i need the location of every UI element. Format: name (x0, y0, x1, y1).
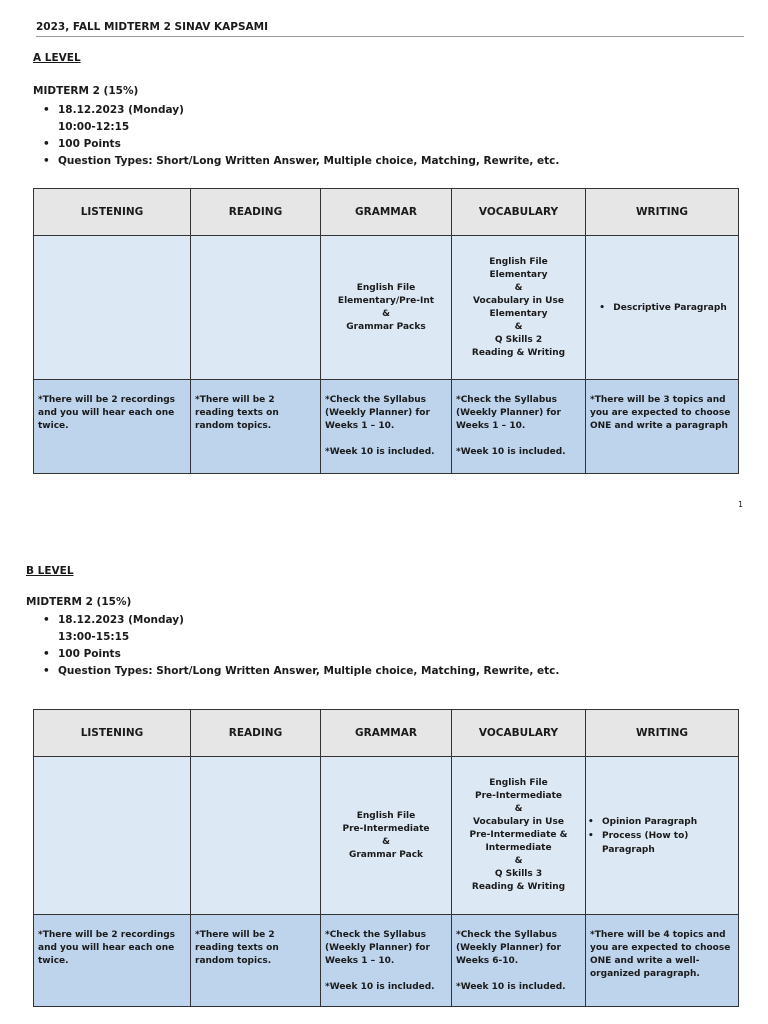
list-item: • Descriptive Paragraph (599, 302, 727, 313)
document-title: 2023, FALL MIDTERM 2 SINAV KAPSAMI (36, 21, 744, 37)
col-vocabulary: VOCABULARY (452, 189, 586, 236)
table-notes-row (34, 380, 739, 474)
bullet-icon: • (43, 104, 50, 116)
bullet-icon: • (599, 302, 606, 313)
b-level-table (33, 709, 739, 1007)
b-midterm-title: MIDTERM 2 (15%) (26, 596, 132, 608)
col-listening: LISTENING (34, 189, 191, 236)
writing-content (586, 757, 739, 915)
col-vocabulary: VOCABULARY (452, 710, 586, 757)
table-notes-row (34, 915, 739, 1007)
a-info-list (33, 102, 559, 170)
b-points: 100 Points (58, 648, 121, 660)
b-level-title: B LEVEL (26, 565, 74, 577)
a-level-table (33, 188, 739, 474)
writing-list (586, 815, 738, 857)
reading-note: *There will be 2 reading texts on random topics. (191, 915, 321, 1007)
writing-content (586, 236, 739, 380)
a-question-types: Question Types: Short/Long Written Answer, Multiple choice, Matching, Rewrite, etc. (58, 155, 560, 167)
col-grammar: GRAMMAR (321, 189, 452, 236)
reading-content (191, 757, 321, 915)
writing-note: *There will be 3 topics and you are expected to choose ONE and write a paragraph (586, 380, 739, 474)
b-question-types: Question Types: Short/Long Written Answer, Multiple choice, Matching, Rewrite, etc. (58, 665, 560, 677)
reading-content (191, 236, 321, 380)
table-content-row (34, 236, 739, 380)
vocabulary-content: English File Pre-Intermediate & Vocabulary in Use Pre-Intermediate & Intermediate & Q Skills 3 Reading & Writing (452, 757, 586, 915)
writing-list (597, 301, 726, 315)
bullet-icon: • (43, 138, 50, 150)
list-item: • Opinion Paragraph (588, 816, 698, 827)
reading-note: *There will be 2 reading texts on random topics. (191, 380, 321, 474)
col-writing: WRITING (586, 189, 739, 236)
vocabulary-note: *Check the Syllabus (Weekly Planner) for Weeks 1 – 10. *Week 10 is included. (452, 380, 586, 474)
a-time: 10:00-12:15 (58, 121, 130, 133)
a-question-types-item (33, 153, 559, 170)
b-time: 13:00-15:15 (58, 631, 130, 643)
a-points: 100 Points (58, 138, 121, 150)
b-points-item (33, 646, 559, 663)
a-date: 18.12.2023 (Monday) (58, 104, 184, 116)
grammar-note: *Check the Syllabus (Weekly Planner) for Weeks 1 – 10. *Week 10 is included. (321, 380, 452, 474)
b-info-list (33, 612, 559, 680)
page-number: 1 (738, 500, 744, 509)
b-date: 18.12.2023 (Monday) (58, 614, 184, 626)
col-writing: WRITING (586, 710, 739, 757)
col-grammar: GRAMMAR (321, 710, 452, 757)
listening-content (34, 236, 191, 380)
a-date-item (33, 102, 559, 136)
table-header-row (34, 710, 739, 757)
listening-note: *There will be 2 recordings and you will hear each one twice. (34, 380, 191, 474)
listening-note: *There will be 2 recordings and you will hear each one twice. (34, 915, 191, 1007)
bullet-icon: • (588, 816, 594, 827)
vocabulary-note: *Check the Syllabus (Weekly Planner) for Weeks 6-10. *Week 10 is included. (452, 915, 586, 1007)
b-question-types-item (33, 663, 559, 680)
bullet-icon: • (43, 155, 50, 167)
a-midterm-title: MIDTERM 2 (15%) (33, 85, 139, 97)
vocabulary-content: English File Elementary & Vocabulary in Use Elementary & Q Skills 2 Reading & Writing (452, 236, 586, 380)
a-level-title: A LEVEL (33, 52, 81, 64)
bullet-icon: • (43, 648, 50, 660)
table-header-row (34, 189, 739, 236)
grammar-note: *Check the Syllabus (Weekly Planner) for Weeks 1 – 10. *Week 10 is included. (321, 915, 452, 1007)
col-listening: LISTENING (34, 710, 191, 757)
bullet-icon: • (43, 614, 50, 626)
grammar-content: English File Pre-Intermediate & Grammar Pack (321, 757, 452, 915)
grammar-content: English File Elementary/Pre-Int & Grammar Packs (321, 236, 452, 380)
table-content-row (34, 757, 739, 915)
list-item: • Process (How to) Paragraph (588, 830, 689, 855)
col-reading: READING (191, 710, 321, 757)
col-reading: READING (191, 189, 321, 236)
a-points-item (33, 136, 559, 153)
b-date-item (33, 612, 559, 646)
writing-note: *There will be 4 topics and you are expected to choose ONE and write a well-organized paragraph. (586, 915, 739, 1007)
listening-content (34, 757, 191, 915)
bullet-icon: • (588, 830, 594, 841)
bullet-icon: • (43, 665, 50, 677)
